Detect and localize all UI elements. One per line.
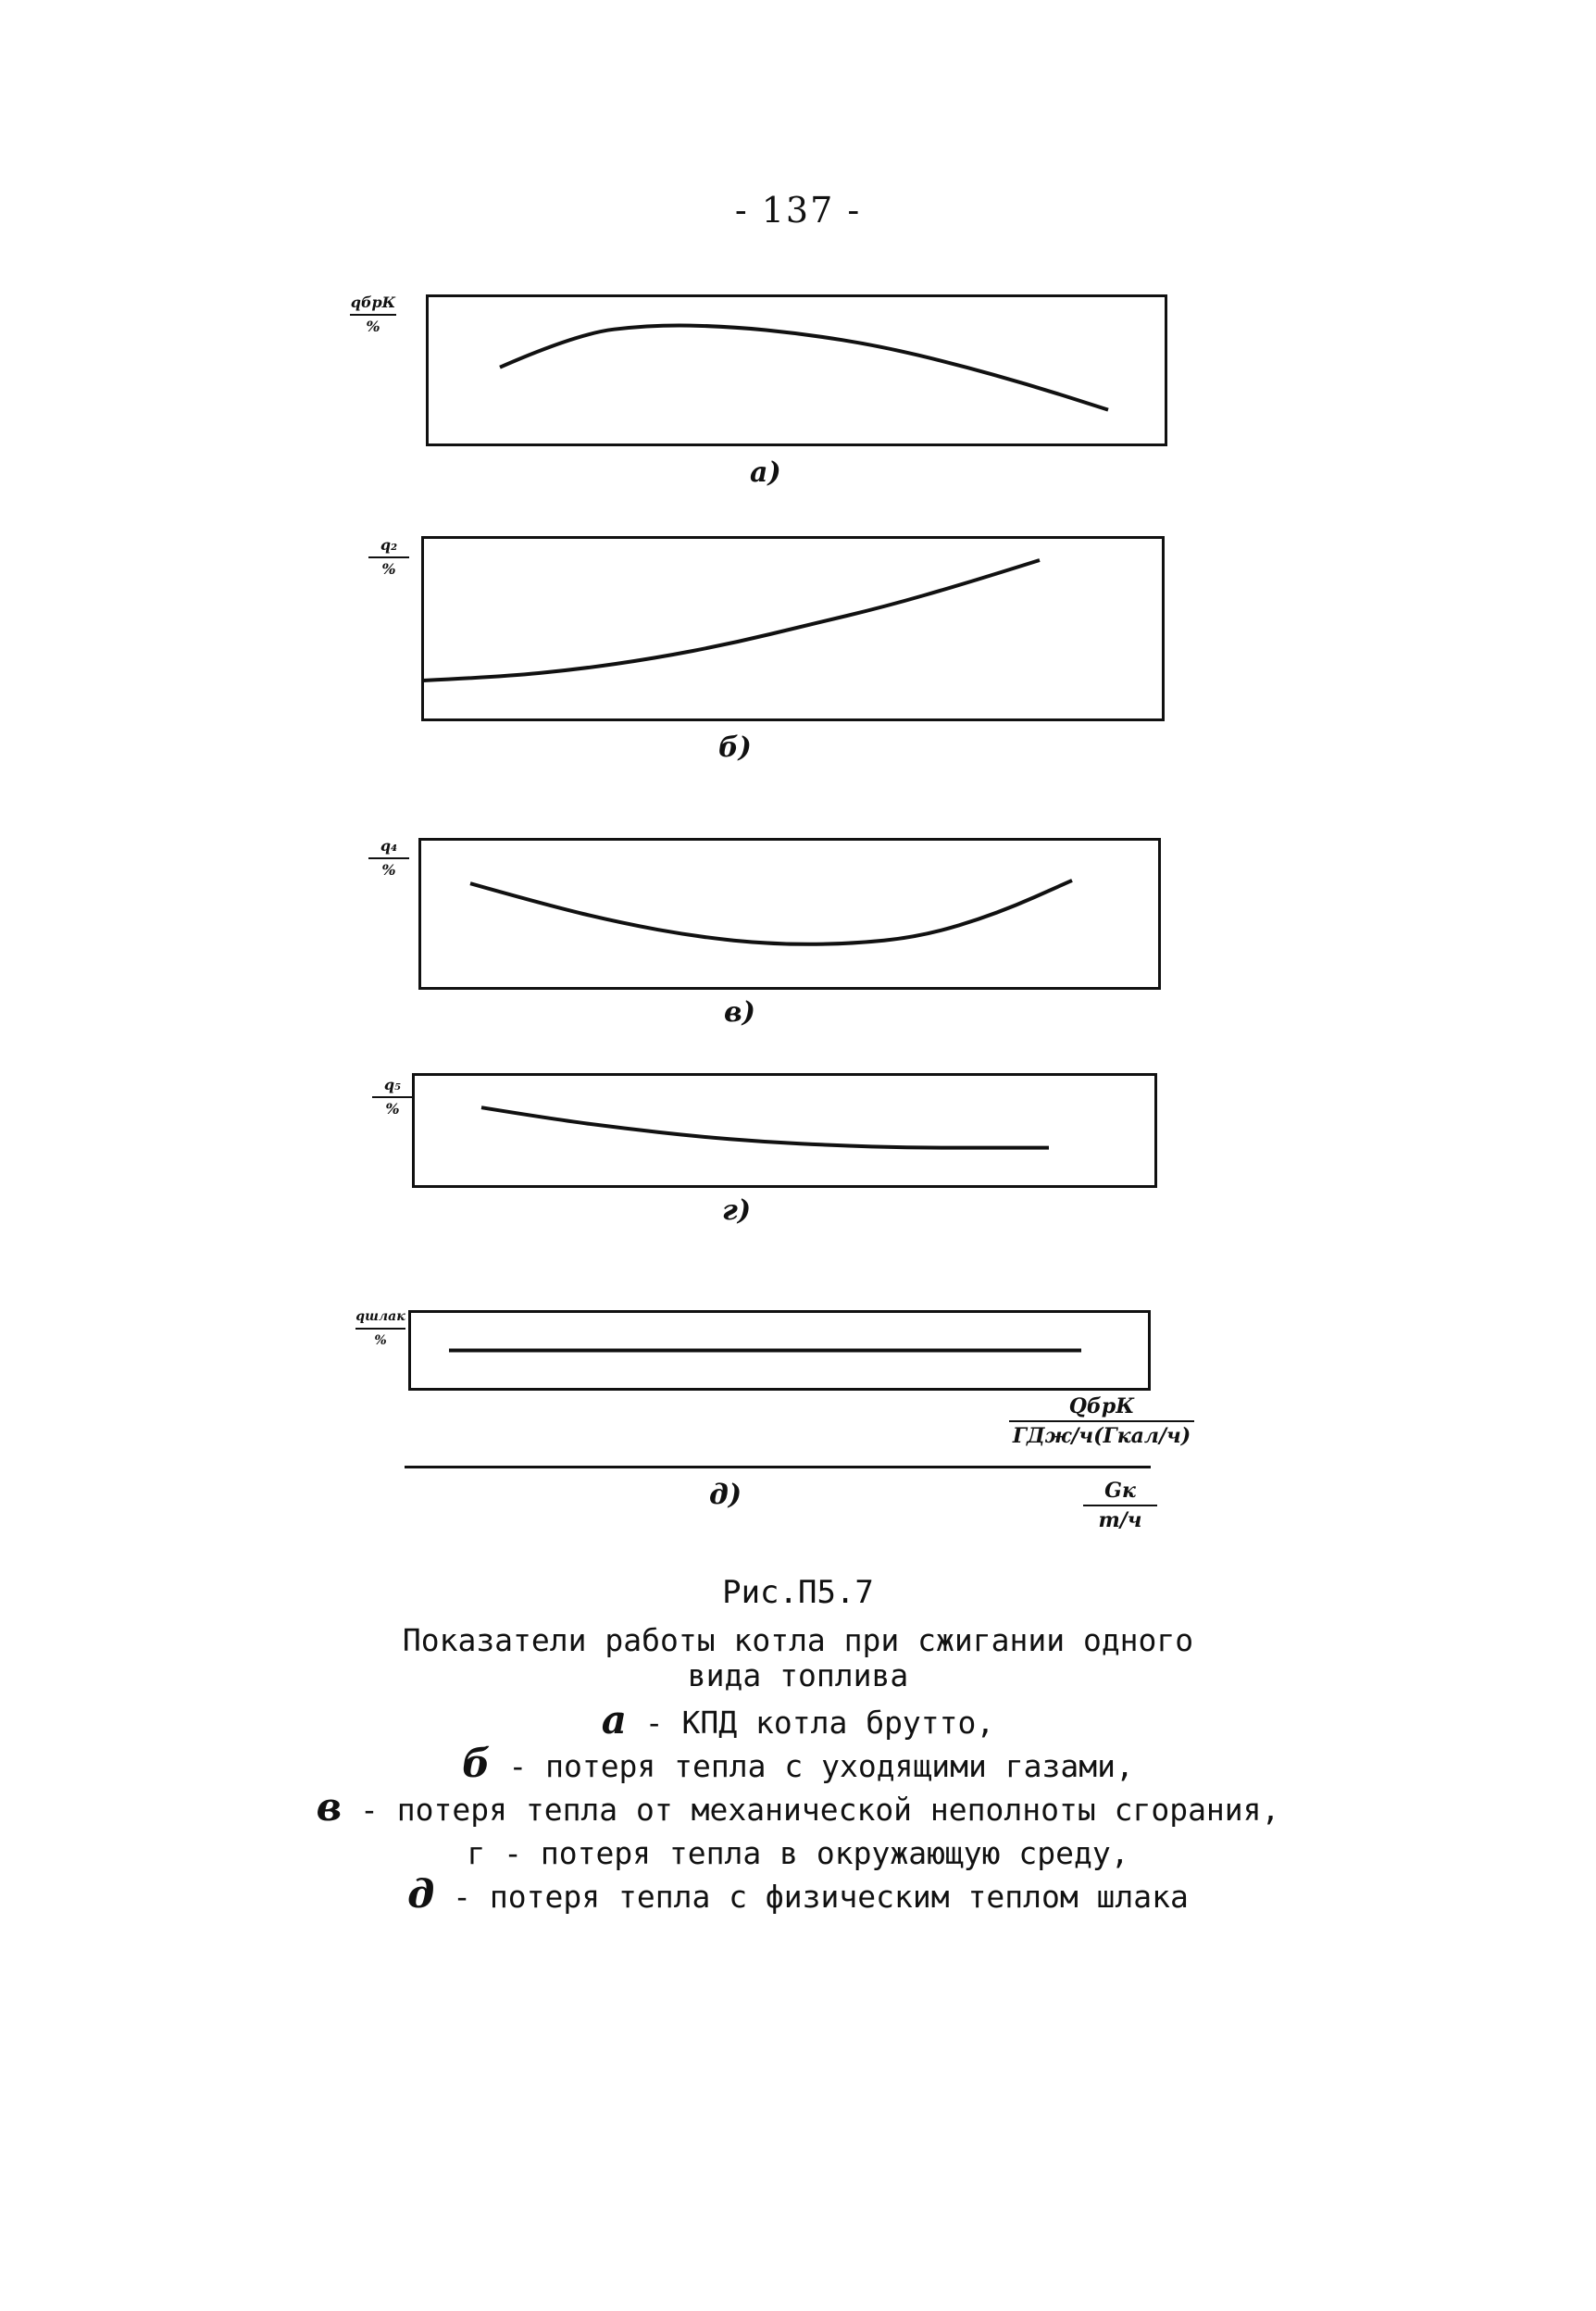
- x-label-bottom-symbol: Gк: [1104, 1479, 1136, 1503]
- item-text: - потеря тепла с физическим теплом шлака: [434, 1879, 1189, 1915]
- panel-label-v: в): [724, 996, 755, 1029]
- y-label-unit: %: [385, 1100, 400, 1118]
- curve-g-line: [481, 1107, 1049, 1147]
- caption-item-b: [0, 1741, 1596, 1786]
- y-label-symbol: q₅: [383, 1076, 402, 1093]
- curve-b-line: [423, 560, 1040, 681]
- panel-label-g: г): [722, 1194, 752, 1227]
- caption-title-line2: вида топлива: [687, 1657, 909, 1693]
- page-number: - 137 -: [734, 190, 862, 231]
- caption-item-a: [0, 1697, 1596, 1743]
- y-label-symbol: qшлак: [355, 1309, 405, 1324]
- item-marker: д: [407, 1871, 435, 1917]
- caption-item-v: [0, 1784, 1596, 1830]
- x-axis-line: [405, 1466, 1151, 1468]
- x-label-top-symbol: QбрК: [1068, 1394, 1135, 1418]
- x-axis-label-bottom: [1083, 1479, 1157, 1532]
- item-text: - КПД котла брутто,: [626, 1705, 995, 1741]
- y-label-unit: %: [366, 318, 380, 335]
- y-label-unit: %: [374, 1333, 387, 1348]
- item-text: - потеря тепла от механической неполноты сгорания,: [342, 1792, 1280, 1828]
- y-label-symbol: q₄: [380, 837, 398, 855]
- x-label-bottom-unit: т/ч: [1098, 1508, 1142, 1532]
- fraction-bar: [1083, 1505, 1157, 1506]
- panel-label-d: д): [709, 1479, 742, 1511]
- item-text: г - потеря тепла в окружающую среду,: [467, 1835, 1129, 1871]
- curve-v-line: [470, 881, 1072, 944]
- item-marker: а: [601, 1697, 627, 1743]
- caption-item-g: [0, 1832, 1596, 1872]
- caption-item-d: [0, 1871, 1596, 1917]
- caption-title-line1: Показатели работы котла при сжигании одного: [402, 1622, 1194, 1658]
- x-label-top-unit: ГДж/ч(Гкал/ч): [1012, 1424, 1191, 1448]
- x-axis-label-top: [1009, 1394, 1194, 1448]
- fraction-bar: [1009, 1420, 1194, 1422]
- item-text: - потеря тепла с уходящими газами,: [490, 1748, 1134, 1784]
- y-label-symbol: q₂: [380, 536, 398, 554]
- item-marker: в: [316, 1784, 343, 1830]
- y-label-unit: %: [381, 560, 396, 578]
- item-marker: б: [462, 1741, 491, 1786]
- y-label-unit: %: [381, 861, 396, 879]
- figure-number: Рис.П5.7: [722, 1574, 874, 1611]
- curve-a-line: [500, 325, 1108, 409]
- panel-label-b: б): [718, 731, 752, 764]
- y-label-symbol: qбрК: [350, 294, 396, 311]
- panel-label-a: а): [750, 456, 781, 489]
